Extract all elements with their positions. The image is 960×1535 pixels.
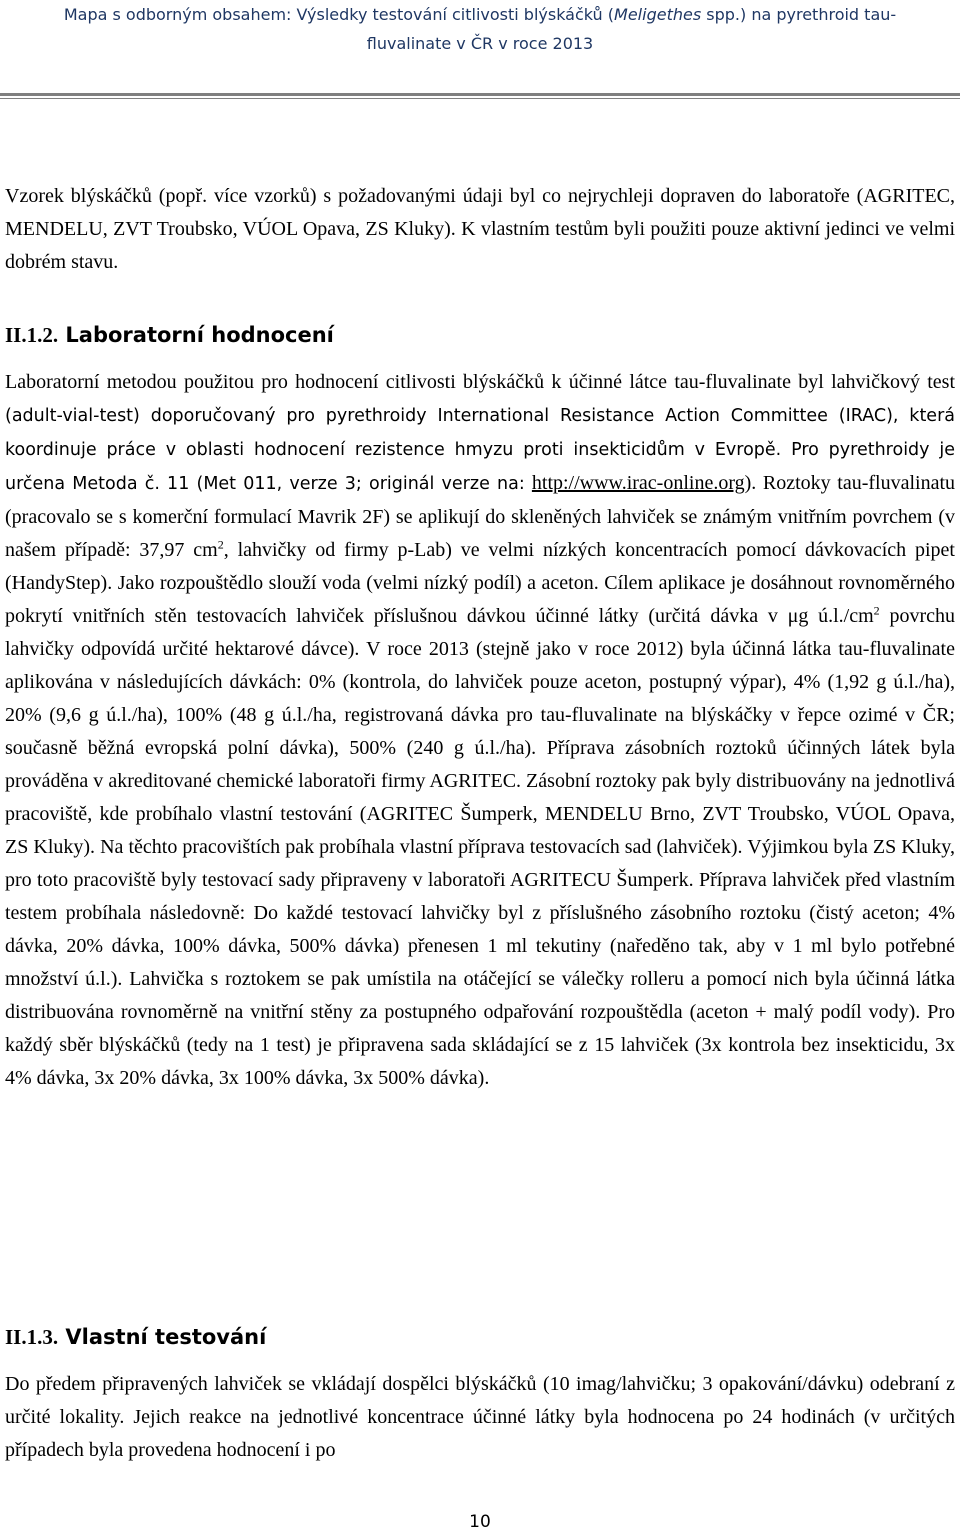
header-italic-genus: Meligethes: [614, 5, 702, 24]
para2-segment-1: Laboratorní metodou použitou pro hodnocení citlivosti blýskáčků k účinné látce tau-fluvalinate byl lahvičkový test: [5, 371, 955, 393]
running-header: [0, 0, 960, 96]
section-title-2: Vlastní testování: [58, 1325, 267, 1349]
section-number: II.1.2.: [5, 323, 59, 347]
superscript-2b: 2: [873, 603, 880, 618]
superscript-2: 2: [217, 537, 224, 552]
header-line-1: [0, 0, 960, 29]
header-text-b: spp.) na pyrethroid tau-: [701, 5, 897, 24]
paragraph-laboratory-method: [5, 366, 955, 1095]
page-number: 10: [469, 1512, 491, 1532]
section-heading-laboratory-evaluation: [5, 323, 334, 348]
para2-segment-5: povrchu lahvičky odpovídá určité hektarové dávce). V roce 2013 (stejně jako v roce 2012) byla účinná látka tau-fluvalinate aplikována v následujících dávkách: 0% (kontrola, do lahviček pouze aceton, postupný výpar), 4% (1,92 g ú.l./ha), 20% (9,6 g ú.l./ha), 100% (48 g ú.l./ha, registrovaná dávka pro tau-fluvalinate na blýskáčky v řepce ozimé v ČR; současně běžná evropská polní dávka), 500% (240 g ú.l./ha). Příprava zásobních roztoků účinných látek byla prováděna v akreditované chemické laboratoři firmy AGRITEC. Zásobní roztoky pak byly distribuovány na jednotlivá pracoviště, kde probíhalo vlastní testování (AGRITEC Šumperk, MENDELU Brno, ZVT Troubsko, VÚOL Opava, ZS Kluky). Na těchto pracovištích pak probíhala vlastní příprava testovacích sad (lahviček). Výjimkou byla ZS Kluky, pro toto pracoviště byly testovací sady připraveny v laboratoři AGRITECU Šumperk. Příprava lahviček před vlastním testem probíhala následovně: Do každé testovací lahvičky byl z příslušného zásobního roztoku (čistý aceton; 4% dávka, 20% dávka, 100% dávka, 500% dávka) přenesen 1 ml tekutiny (naředěno tak, aby v 1 ml bylo potřebné množství ú.l.). Lahvička s roztokem se pak umístila na otáčející se válečky rolleru a pomocí nich byla účinná látka distribuována rovnoměrně na vnitřní stěny za postupného odpařování rozpouštědla (aceton + malý podíl vody). Pro každý sběr blýskáčků (tedy na 1 test) je připravena sada skládající se z 15 lahviček (3x kontrola bez insekticidu, 3x 4% dávka, 3x 20% dávka, 3x 100% dávka, 3x 500% dávka).: [5, 605, 955, 1089]
section-heading-own-testing: [5, 1325, 266, 1350]
para2-segment-3: ). Roztoky tau-fluvalinatu (pracovalo se s komerční formulací Mavrik 2F) se aplikují do skleněných lahviček se známým vnitřním povrchem (v našem případě: 37,97 cm: [5, 472, 956, 561]
header-rule-thick: [0, 93, 960, 96]
paragraph-sample-delivery: Vzorek blýskáčků (popř. více vzorků) s požadovanými údaji byl co nejrychleji dopraven do laboratoře (AGRITEC, MENDELU, ZVT Troubsko, VÚOL Opava, ZS Kluky). K vlastním testům byli použiti pouze aktivní jedinci ve velmi dobrém stavu.: [5, 185, 955, 273]
header-text-a: Mapa s odborným obsahem: Výsledky testování citlivosti blýskáčků (: [63, 5, 615, 24]
header-rule-thin: [0, 98, 960, 99]
paragraph-testing: Do předem připravených lahviček se vkládají dospělci blýskáčků (10 imag/lahvičku; 3 opakování/dávku) odebraní z určité lokality. Jejich reakce na jednotlivé koncentrace účinné látky byla hodnocena po 24 hodinách (v určitých případech byla provedena hodnocení i po: [5, 1373, 955, 1461]
para2-segment-2: (adult-vial-test) doporučovaný pro pyrethroidy International Resistance Action Committee (IRAC), která koordinuje práce v oblasti hodnocení rezistence hmyzu proti insekticidům v Evropě. Pro pyrethroidy je určena Metoda č. 11 (Met 011, verze 3; originál verze na:: [5, 406, 955, 494]
irac-link[interactable]: http://www.irac-online.org: [531, 472, 745, 494]
section-number-2: II.1.3.: [5, 1325, 59, 1349]
para2-segment-4: , lahvičky od firmy p-Lab) ve velmi nízkých koncentracích pomocí dávkovacích pipet (HandyStep). Jako rozpouštědlo slouží voda (velmi nízký podíl) a aceton. Cílem aplikace je dosáhnout rovnoměrného pokrytí vnitřních stěn testovacích lahviček příslušnou dávkou účinné látky (určitá dávka v μg ú.l./cm: [5, 539, 955, 627]
header-line-2: fluvalinate v ČR v roce 2013: [366, 34, 594, 53]
section-title: Laboratorní hodnocení: [58, 323, 334, 347]
